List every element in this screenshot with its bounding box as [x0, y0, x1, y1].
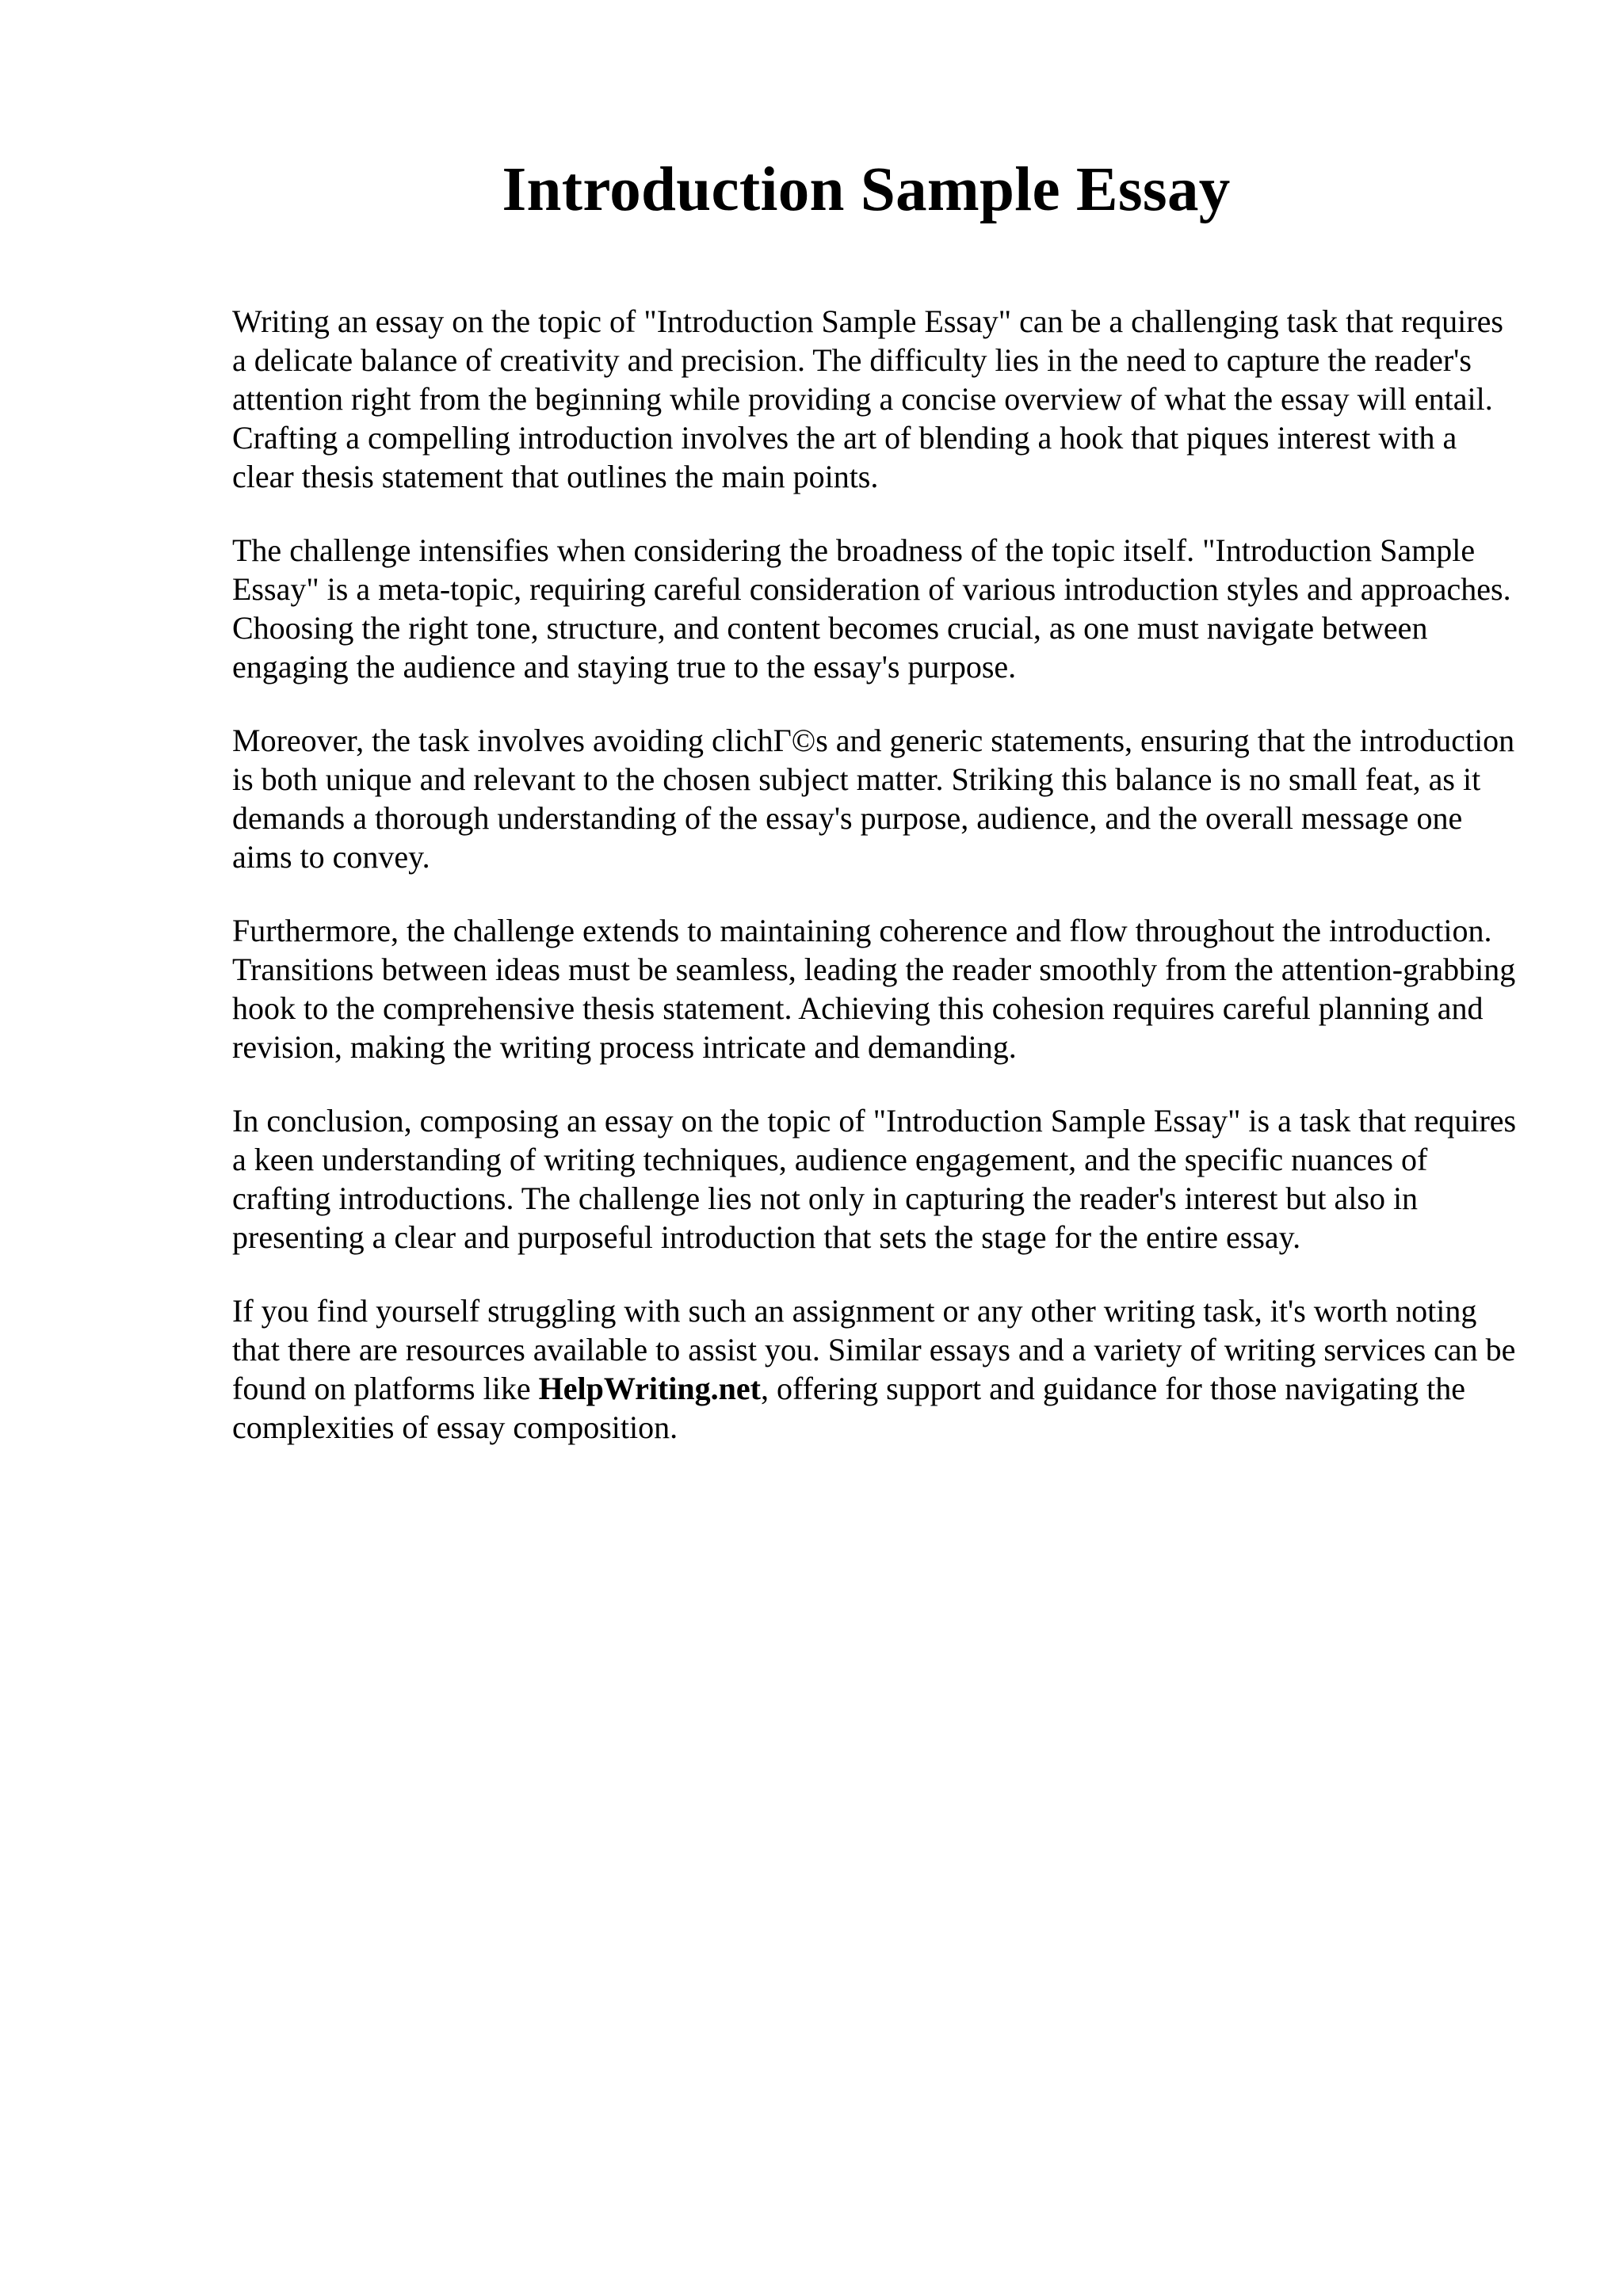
paragraph-6-text-after: , offering support and guidance for those navigating the complexities of essay composition.: [232, 1371, 1466, 1445]
paragraph-1: Writing an essay on the topic of "Introduction Sample Essay" can be a challenging task that requires a delicate balance of creativity and precision. The difficulty lies in the need to capture the reader's attention right from the beginning while providing a concise overview of what the essay will entail. Crafting a compelling introduction involves the art of blending a hook that piques interest with a clear thesis statement that outlines the main points.: [232, 303, 1503, 494]
document-title: Introduction Sample Essay: [502, 155, 1231, 224]
paragraph-4: Furthermore, the challenge extends to maintaining coherence and flow throughout the introduction. Transitions between ideas must be seamless, leading the reader smoothly from the attention-grabbing hook to the comprehensive thesis statement. Achieving this cohesion requires careful planning and revision, making the writing process intricate and demanding.: [232, 913, 1516, 1065]
paragraph-5: In conclusion, composing an essay on the topic of "Introduction Sample Essay" is a task that requires a keen understanding of writing techniques, audience engagement, and the specific nuances of crafting introductions. The challenge lies not only in capturing the reader's interest but also in presenting a clear and purposeful introduction that sets the stage for the entire essay.: [232, 1103, 1517, 1255]
helpwriting-link-text: HelpWriting.net: [538, 1371, 761, 1406]
paragraph-3: Moreover, the task involves avoiding clichΓ©s and generic statements, ensuring that the introduction is both unique and relevant to the chosen subject matter. Striking this balance is no small feat, as it demands a thorough understanding of the essay's purpose, audience, and the overall message one aims to convey.: [232, 723, 1515, 875]
document-body: [232, 302, 1520, 1482]
paragraph-6: [232, 1291, 1520, 1447]
paragraph-2: The challenge intensifies when considering the broadness of the topic itself. "Introduction Sample Essay" is a meta-topic, requiring careful consideration of various introduction styles and approaches. Choosing the right tone, structure, and content becomes crucial, as one must navigate between engaging the audience and staying true to the essay's purpose.: [232, 532, 1511, 685]
paragraph-6-text-before: If you find yourself struggling with such an assignment or any other writing task, it's worth noting that there are resources available to assist you. Similar essays and a variety of writing services can be found on platforms like: [232, 1293, 1516, 1406]
